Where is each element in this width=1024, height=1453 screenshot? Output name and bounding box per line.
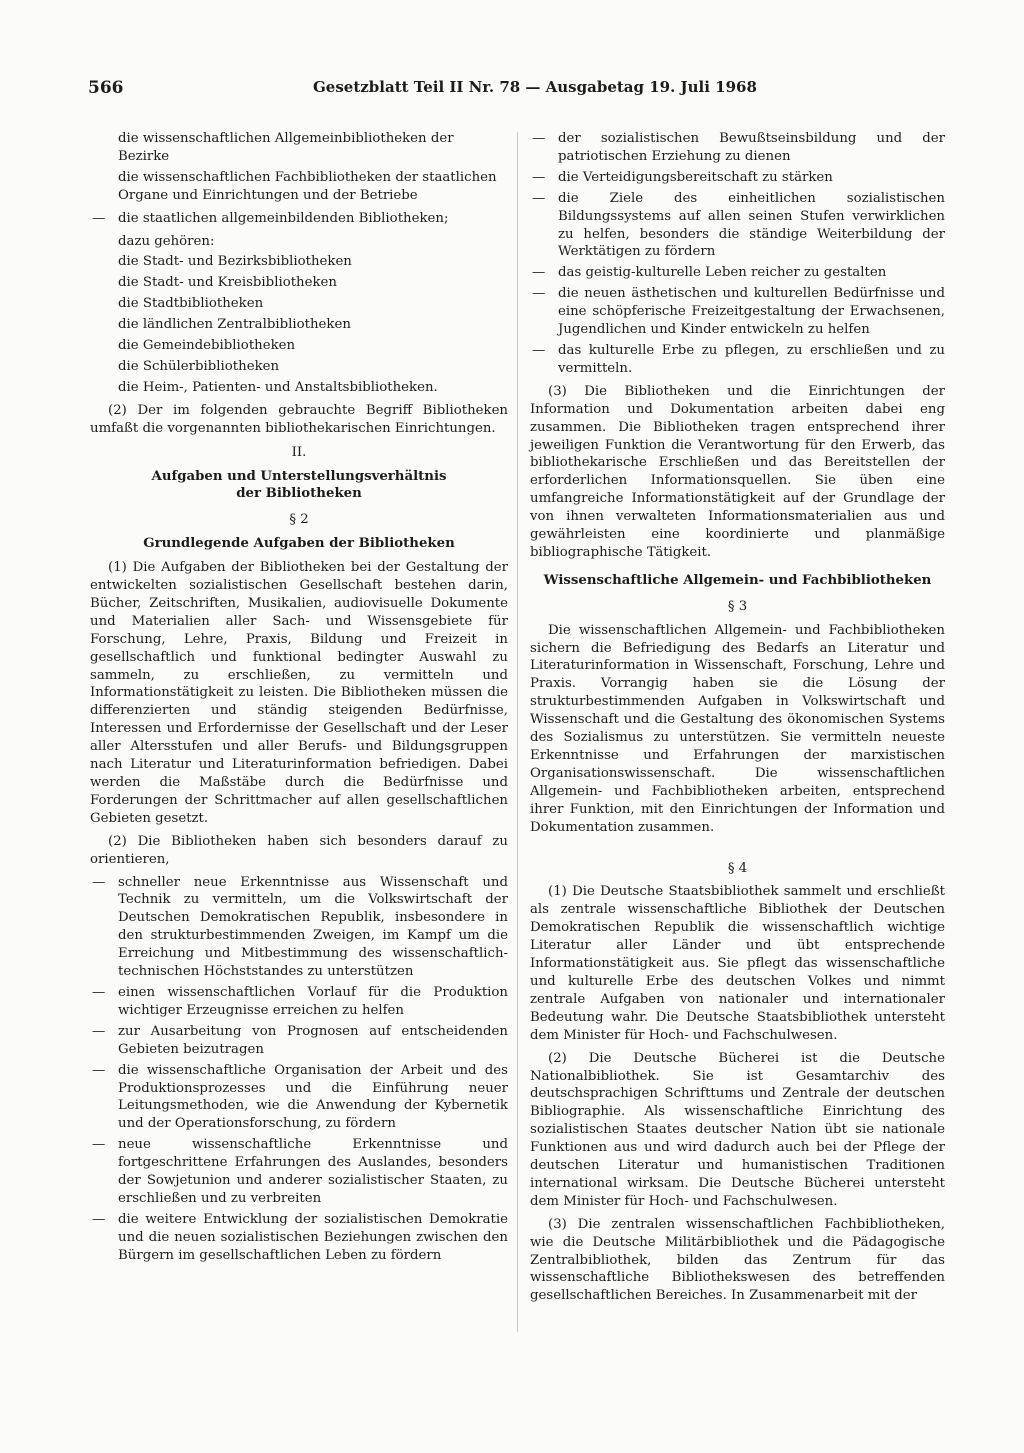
list-item: die Stadt- und Kreisbibliotheken xyxy=(118,275,337,291)
dash-marker: — xyxy=(532,265,546,281)
list-item-text: die Verteidigungsbereitschaft zu stärken xyxy=(558,169,833,185)
list-item-text: einen wissenschaftlichen Vorlauf für die Produktion wichtiger Erzeugnisse erreichen zu helfen xyxy=(118,984,508,1018)
chapter-title-line1: Aufgaben und Unterstellungsverhältnis xyxy=(151,468,447,484)
section-title: Grundlegende Aufgaben der Bibliotheken xyxy=(143,536,455,552)
chapter-title-line2: der Bibliotheken xyxy=(236,486,362,502)
list-item-text: das geistig-kulturelle Leben reicher zu gestalten xyxy=(558,265,887,281)
list-item-text: schneller neue Erkenntnisse aus Wissenschaft und Technik zu vermitteln, um die Volkswirtschaft der Deutschen Demokratischen Republik, insbesondere in den strukturbestimmenden Zweigen, im Kampf um die Erreichung und Mitbestimmung des wissenschaftlich-technischen Höchststandes zu unterstützen xyxy=(118,874,508,980)
right-column xyxy=(530,130,945,1310)
list-item xyxy=(530,342,945,378)
list-item: die Stadtbibliotheken xyxy=(118,296,264,312)
list-item-text: die neuen ästhetischen und kulturellen Bedürfnisse und eine schöpferische Freizeitgestaltung der Erwachsenen, Jugendlichen und Kinder entwickeln zu helfen xyxy=(558,286,945,338)
dash-marker: — xyxy=(92,210,106,226)
list-item-text: die wissenschaftliche Organisation der Arbeit und des Produktionsprozesses und die Einführung neuer Leitungsmethoden, wie die Anwendung der Kybernetik und der Operationsforschung, zu fördern xyxy=(118,1062,508,1132)
paragraph: (2) Die Bibliotheken haben sich besonders darauf zu orientieren, xyxy=(90,833,508,867)
task-list-left xyxy=(90,874,508,1265)
list-item xyxy=(90,210,508,228)
list-item-text: die Ziele des einheitlichen sozialistischen Bildungssystems auf allen seinen Stufen verwirklichen zu helfen, besonders die ständige Weiterbildung der Werktätigen zu fördern xyxy=(558,190,945,260)
chapter-number: II. xyxy=(291,444,307,460)
left-column xyxy=(90,130,508,1270)
list-item xyxy=(530,130,945,166)
list-item-text: die weitere Entwicklung der sozialistischen Demokratie und die neuen sozialistischen Beziehungen zwischen den Bürgern im gesellschaftlichen Leben zu fördern xyxy=(118,1211,508,1263)
dash-marker: — xyxy=(532,190,546,206)
list-item xyxy=(90,1062,508,1134)
paragraph: (1) Die Aufgaben der Bibliotheken bei der Gestaltung der entwickelten sozialistischen Gesellschaft bestehen darin, Bücher, Zeitschriften, Musikalien, audiovisuelle Dokumente und Materialien aller Sach- und Wissensgebiete für Forschung, Lehre, Praxis, Bildung und Freizeit in gesellschaftlich und funktional bedingter Auswahl zu sammeln, zu erschließen, zu vermitteln und Informationstätigkeit zu leisten. Die Bibliotheken müssen die differenzierten und ständig steigenden Bedürfnisse, Interessen und Erfordernisse der Gesellschaft und der Leser aller Altersstufen und aller Berufs- und Bildungsgruppen nach Literatur und Literaturinformation befriedigen. Dabei werden die Maßstäbe durch die Bedürfnisse und Forderungen der Schrittmacher auf allen gesellschaftlichen Gebieten gesetzt. xyxy=(90,560,508,826)
section-number: § 4 xyxy=(727,860,748,876)
list-item xyxy=(530,264,945,282)
dash-marker: — xyxy=(532,342,546,358)
list-item xyxy=(90,984,508,1020)
list-item xyxy=(90,874,508,981)
paragraph: (1) Die Deutsche Staatsbibliothek sammelt und erschließt als zentrale wissenschaftliche Bibliothek der Deutschen Demokratischen Republik die wissenschaftlich wichtige Literatur aller Länder und übt entsprechende Informationstätigkeit aus. Sie pflegt das wissenschaftliche und kulturelle Erbe des deutschen Volkes und nimmt zentrale Aufgaben von nationaler und internationaler Bedeutung wahr. Die Deutsche Staatsbibliothek untersteht dem Minister für Hoch- und Fachschulwesen. xyxy=(530,884,945,1043)
list-item-text: das kulturelle Erbe zu pflegen, zu erschließen und zu vermitteln. xyxy=(558,342,945,376)
list-item: die Heim-, Patienten- und Anstaltsbibliotheken. xyxy=(118,379,438,395)
dash-marker: — xyxy=(532,131,546,146)
list-item xyxy=(90,1023,508,1059)
running-title: Gesetzblatt Teil II Nr. 78 — Ausgabetag 19. Juli 1968 xyxy=(313,78,757,96)
spacer xyxy=(530,842,945,852)
dash-marker: — xyxy=(532,169,546,185)
subheading: Wissenschaftliche Allgemein- und Fachbibliotheken xyxy=(543,572,932,588)
list-item xyxy=(90,1136,508,1208)
list-item: die Schülerbibliotheken xyxy=(118,358,280,374)
list-item xyxy=(530,190,945,262)
list-item xyxy=(530,285,945,339)
list-item-text: die staatlichen allgemeinbildenden Bibliotheken; xyxy=(118,210,449,226)
paragraph: Die wissenschaftlichen Allgemein- und Fachbibliotheken sichern die Befriedigung des Bedarfs an Literatur und Literaturinformation in Wissenschaft, Forschung, Lehre und Praxis. Vorrangig haben sie die Lösung der strukturbestimmenden Aufgaben in Volkswirtschaft und Wissenschaft und die Gestaltung des ökonomischen Systems des Sozialismus zu unterstützen. Sie vermitteln neueste Erkenntnisse und Erfahrungen der marxistischen Organisationswissenschaft. Die wissenschaftlichen Allgemein- und Fachbibliotheken arbeiten, entsprechend ihrer Funktion, mit den Einrichtungen der Information und Dokumentation zusammen. xyxy=(530,622,945,835)
task-list-right xyxy=(530,130,945,378)
dash-marker: — xyxy=(92,1211,106,1227)
dash-marker: — xyxy=(92,1062,106,1078)
list-item: die wissenschaftlichen Allgemeinbibliotheken der Bezirke xyxy=(118,131,454,164)
list-item: die Stadt- und Bezirksbibliotheken xyxy=(118,254,352,270)
dash-marker: — xyxy=(92,874,106,890)
paragraph: (3) Die zentralen wissenschaftlichen Fachbibliotheken, wie die Deutsche Militärbibliothek und die Pädagogische Zentralbibliothek, bilden das Zentrum für das wissenschaftliche Bibliothekswesen des betreffenden gesellschaftlichen Bereiches. In Zusammenarbeit mit der xyxy=(530,1216,945,1304)
list-item xyxy=(90,1211,508,1265)
section-number: § 3 xyxy=(727,598,748,614)
list-item-text: neue wissenschaftliche Erkenntnisse und fortgeschrittene Erfahrungen des Auslandes, besonders der Sowjetunion und anderer sozialistischer Staaten, zu erschließen und zu verbreiten xyxy=(118,1137,508,1206)
page-number: 566 xyxy=(88,78,124,98)
list-intro: dazu gehören: xyxy=(118,233,215,249)
library-list-top xyxy=(90,130,508,205)
dash-marker: — xyxy=(92,1023,106,1039)
list-item: die ländlichen Zentralbibliotheken xyxy=(118,317,351,333)
dash-marker: — xyxy=(92,984,106,1000)
page-header xyxy=(88,78,958,102)
paragraph: (2) Die Deutsche Bücherei ist die Deutsche Nationalbibliothek. Sie ist Gesamtarchiv des deutschsprachigen Schrifttums und Zentrale der deutschen Bibliographie. Als wissenschaftliche Einrichtung des sozialistischen Staates deutscher Nation übt sie nationale Funktionen aus und wird dadurch auch bei der Pflege der deutschen Literatur und humanistischen Traditionen international wirksam. Die Deutsche Bücherei untersteht dem Minister für Hoch- und Fachschulwesen. xyxy=(530,1050,945,1209)
library-types-list xyxy=(90,233,508,397)
dash-marker: — xyxy=(532,286,546,302)
staatliche-item-list xyxy=(90,210,508,228)
paragraph: (3) Die Bibliotheken und die Einrichtungen der Information und Dokumentation arbeiten dabei eng zusammen. Die Bibliotheken tragen entsprechend ihrer jeweiligen Funktion die Verantwortung für den Erwerb, das bibliothekarische Erschließen und das Bereitstellen der erforderlichen Informationsquellen. Sie üben eine umfangreiche Informationstätigkeit auf der Grundlage der von ihnen verwalteten Informationsmaterialien aus und gewährleisten eine koordinierte und planmäßige bibliographische Tätigkeit. xyxy=(530,383,945,560)
column-divider xyxy=(517,132,518,1332)
section-number: § 2 xyxy=(289,512,309,528)
paragraph: (2) Der im folgenden gebrauchte Begriff Bibliotheken umfaßt die vorgenannten bibliothekarischen Einrichtungen. xyxy=(90,402,508,436)
dash-marker: — xyxy=(92,1137,106,1153)
list-item-text: der sozialistischen Bewußtseinsbildung und der patriotischen Erziehung zu dienen xyxy=(558,131,945,164)
list-item: die wissenschaftlichen Fachbibliotheken der staatlichen Organe und Einrichtungen und der Betriebe xyxy=(118,169,497,203)
list-item: die Gemeindebibliotheken xyxy=(118,338,296,354)
list-item xyxy=(530,169,945,187)
list-item-text: zur Ausarbeitung von Prognosen auf entscheidenden Gebieten beizutragen xyxy=(118,1023,508,1057)
